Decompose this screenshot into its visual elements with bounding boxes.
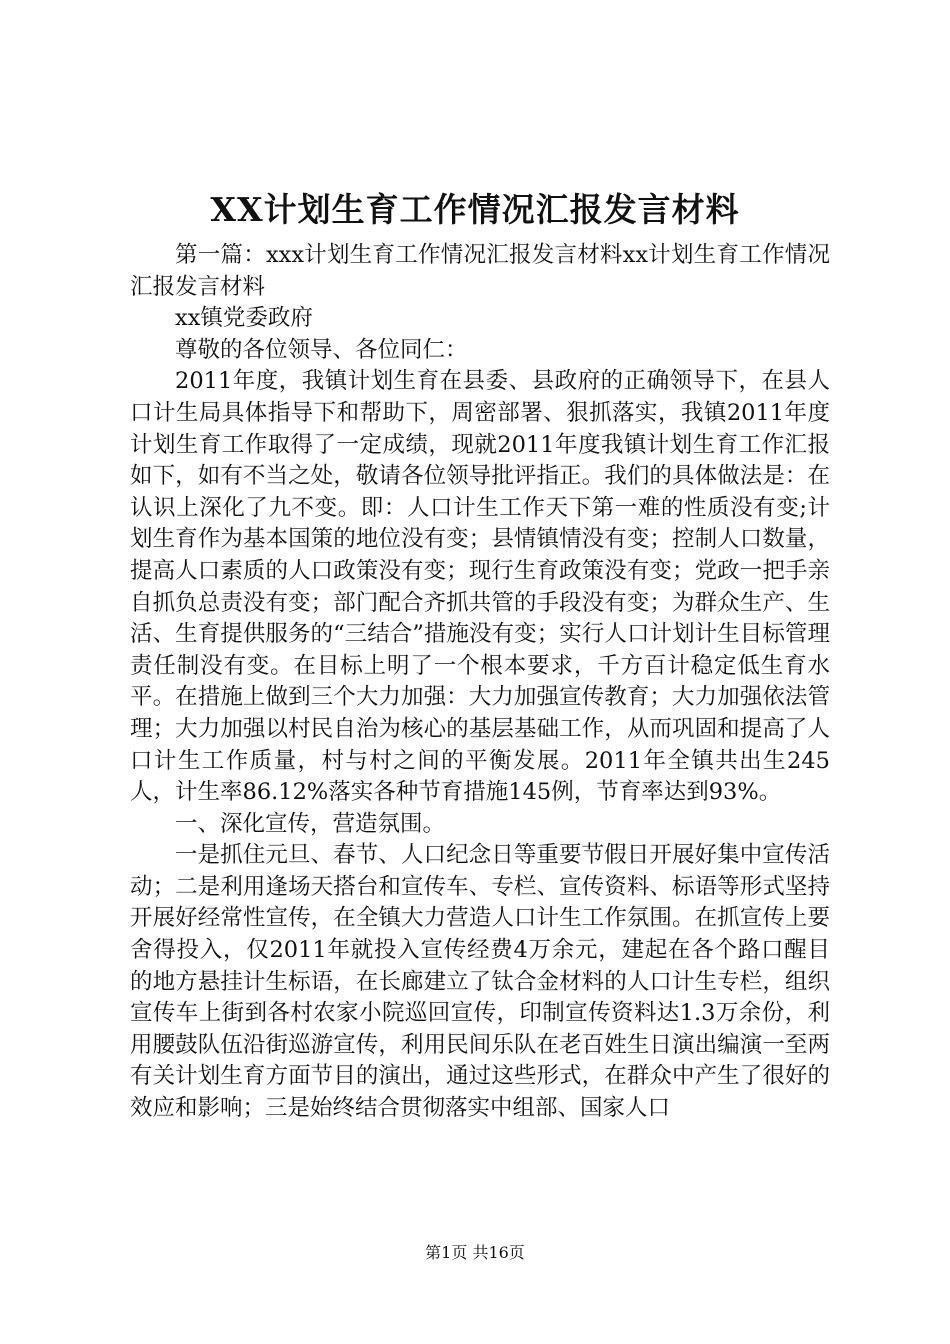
paragraph-intro: 第一篇：xxx计划生育工作情况汇报发言材料xx计划生育工作情况汇报发言材料: [130, 242, 830, 300]
page-footer: 第1页 共16页: [425, 1243, 525, 1262]
paragraph-sender: xx镇党委政府: [175, 305, 313, 332]
document-title: XX计划生育工作情况汇报发言材料: [210, 190, 740, 229]
paragraph-salutation: 尊敬的各位领导、各位同仁：: [175, 336, 468, 363]
paragraph-summary: 2011年度，我镇计划生育在县委、县政府的正确领导下，在县人口计生局具体指导下和帮助下，周密部署、狠抓落实，我镇2011年度计划生育工作取得了一定成绩，现就2011年度我镇计划生育工作汇报如下，如有不当之处，敬请各位领导批评指正。我们的具体做法是：在认识上深化了九不变。即：人口计生工作天下第一难的性质没有变;计划生育作为基本国策的地位没有变；县情镇情没有变；控制人口数量，提高人口素质的人口政策没有变；现行生育政策没有变；党政一把手亲自抓负总责没有变；部门配合齐抓共管的手段没有变；为群众生产、生活、生育提供服务的“三结合”措施没有变；实行人口计划计生目标管理责任制没有变。在目标上明了一个根本要求，千方百计稳定低生育水平。在措施上做到三个大力加强：大力加强宣传教育；大力加强依法管理；大力加强以村民自治为核心的基层基础工作，从而巩固和提高了人口计生工作质量，村与村之间的平衡发展。2011年全镇共出生245人，计生率86.12%落实各种节育措施145例，节育率达到93%。: [130, 368, 830, 806]
paragraph-publicity: 一是抓住元旦、春节、人口纪念日等重要节假日开展好集中宣传活动；二是利用逢场天搭台和宣传车、专栏、宣传资料、标语等形式坚持开展好经常性宣传，在全镇大力营造人口计生工作氛围。在抓宣传上要舍得投入，仅2011年就投入宣传经费4万余元，建起在各个路口醒目的地方悬挂计生标语，在长廊建立了钛合金材料的人口计生专栏，组织宣传车上街到各村农家小院巡回宣传，印制宣传资料达1.3万余份，利用腰鼓队伍沿街巡游宣传，利用民间乐队在老百姓生日演出编演一至两有关计划生育方面节目的演出，通过这些形式，在群众中产生了很好的效应和影响；三是始终结合贯彻落实中组部、国家人口: [130, 842, 830, 1122]
document-body: [130, 240, 830, 1125]
section-heading-publicity: 一、深化宣传，营造氛围。: [175, 810, 446, 837]
